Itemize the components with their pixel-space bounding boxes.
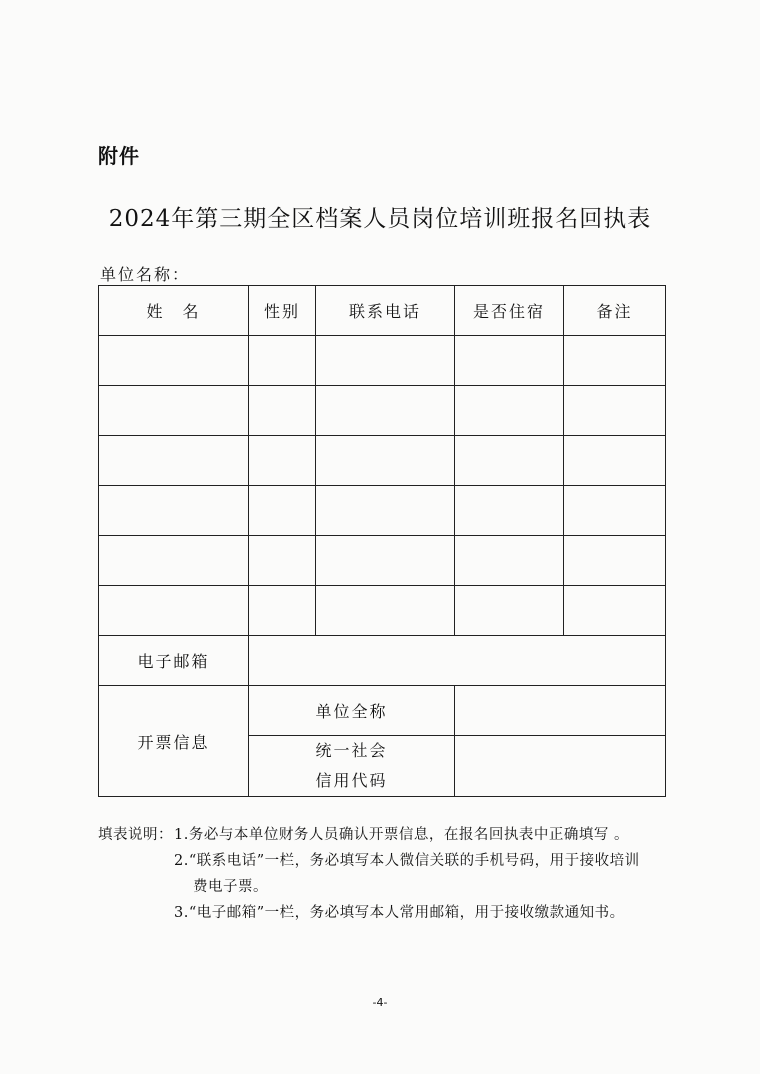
- attachment-label: 附件: [98, 144, 140, 168]
- notes-lead: 填表说明：: [98, 827, 173, 843]
- credit-code-line2: 信用代码: [315, 771, 388, 790]
- name-cell[interactable]: [99, 536, 249, 586]
- remarks-cell[interactable]: [564, 436, 666, 486]
- invoice-unit-full-name-text: 单位全称: [315, 702, 388, 721]
- invoice-unit-full-name-value[interactable]: [455, 686, 666, 736]
- lodging-cell[interactable]: [455, 536, 564, 586]
- remarks-cell[interactable]: [564, 586, 666, 636]
- gender-cell[interactable]: [249, 336, 316, 386]
- gender-cell[interactable]: [249, 386, 316, 436]
- name-cell[interactable]: [99, 386, 249, 436]
- credit-code-value[interactable]: [455, 736, 666, 797]
- credit-code-label: [249, 736, 455, 797]
- name-cell[interactable]: [99, 586, 249, 636]
- table-row: [99, 386, 666, 436]
- phone-cell[interactable]: [316, 436, 455, 486]
- remarks-cell[interactable]: [564, 386, 666, 436]
- gender-cell[interactable]: [249, 436, 316, 486]
- invoice-unit-full-name-label: [249, 686, 455, 736]
- table-header-row: [99, 286, 666, 336]
- note-item-continuation: 费电子票。: [193, 879, 268, 895]
- lodging-cell[interactable]: [455, 386, 564, 436]
- table-row: [99, 586, 666, 636]
- lodging-cell[interactable]: [455, 336, 564, 386]
- header-remarks: 备注: [564, 286, 666, 336]
- lodging-cell[interactable]: [455, 586, 564, 636]
- note-item: 3.“电子邮箱”一栏，务必填写本人常用邮箱，用于接收缴款通知书。: [174, 905, 625, 921]
- remarks-cell[interactable]: [564, 536, 666, 586]
- header-gender: 性别: [249, 286, 316, 336]
- header-lodging: 是否住宿: [455, 286, 564, 336]
- registration-form-table: [98, 285, 666, 797]
- invoice-row-full-name: [99, 686, 666, 736]
- table-row: [99, 336, 666, 386]
- lodging-cell[interactable]: [455, 486, 564, 536]
- credit-code-line1: 统一社会: [315, 741, 388, 760]
- lodging-cell[interactable]: [455, 436, 564, 486]
- gender-cell[interactable]: [249, 536, 316, 586]
- note-text: 1.务必与本单位财务人员确认开票信息，在报名回执表中正确填写 。: [174, 827, 629, 843]
- unit-name-label: 单位名称：: [100, 265, 191, 284]
- email-value-cell[interactable]: [249, 636, 666, 686]
- table-row: [99, 436, 666, 486]
- gender-cell[interactable]: [249, 486, 316, 536]
- phone-cell[interactable]: [316, 536, 455, 586]
- phone-cell[interactable]: [316, 586, 455, 636]
- name-cell[interactable]: [99, 336, 249, 386]
- fill-instructions: [98, 822, 698, 926]
- invoice-label: 开票信息: [99, 686, 249, 797]
- table-row: [99, 486, 666, 536]
- header-phone: 联系电话: [316, 286, 455, 336]
- remarks-cell[interactable]: [564, 486, 666, 536]
- header-name: 姓 名: [99, 286, 249, 336]
- email-label: 电子邮箱: [99, 636, 249, 686]
- remarks-cell[interactable]: [564, 336, 666, 386]
- phone-cell[interactable]: [316, 486, 455, 536]
- email-row: [99, 636, 666, 686]
- note-item: 2.“联系电话”一栏，务必填写本人微信关联的手机号码，用于接收培训: [174, 853, 640, 869]
- gender-cell[interactable]: [249, 586, 316, 636]
- document-title: 2024年第三期全区档案人员岗位培训班报名回执表: [108, 206, 652, 232]
- page-number: -4-: [372, 996, 388, 1009]
- note-item: [98, 822, 698, 848]
- phone-cell[interactable]: [316, 386, 455, 436]
- phone-cell[interactable]: [316, 336, 455, 386]
- name-cell[interactable]: [99, 436, 249, 486]
- name-cell[interactable]: [99, 486, 249, 536]
- table-row: [99, 536, 666, 586]
